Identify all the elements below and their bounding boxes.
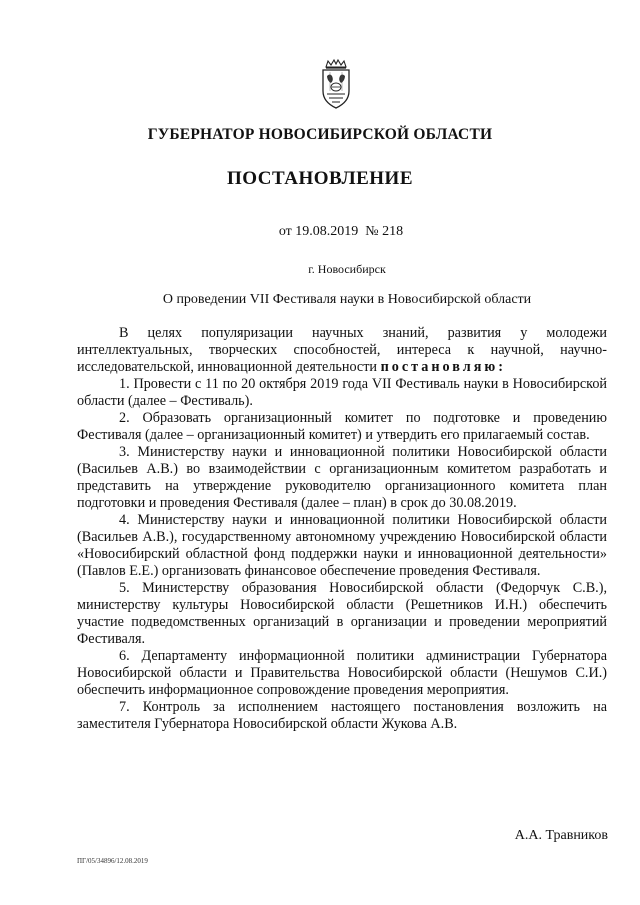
decree-item-6: 6. Департаменту информационной политики администрации Губернатора Новосибирской области и Правительства Новосибирской области (Нешумов С.И.) обеспечить информационное сопровождение проведения мероприятия. <box>77 648 607 698</box>
decree-word: постановляю: <box>380 359 506 375</box>
decree-item-5: 5. Министерству образования Новосибирской области (Федорчук С.В.), министерству культуры Новосибирской области (Решетников И.Н.) обеспечить участие подведомственных организаций в организации и проведении мероприятий Фестиваля. <box>77 580 607 647</box>
signatory-name: А.А. Травников <box>514 828 608 843</box>
document-subject: О проведении VII Фестиваля науки в Новосибирской области <box>162 292 532 307</box>
document-date-number: от 19.08.2019 № 218 <box>278 224 404 239</box>
document-body <box>77 325 607 733</box>
preamble-paragraph <box>77 325 607 376</box>
issuer-title: ГУБЕРНАТОР НОВОСИБИРСКОЙ ОБЛАСТИ <box>147 126 493 143</box>
decree-item-3: 3. Министерству науки и инновационной политики Новосибирской области (Васильев А.В.) во взаимодействии с организационным комитетом разработать и представить на утверждение руководителю организационного комитета план подготовки и проведения Фестиваля (далее – план) в срок до 30.08.2019. <box>77 444 607 511</box>
document-city: г. Новосибирск <box>308 262 386 276</box>
coat-of-arms-icon <box>318 58 354 110</box>
decree-item-2: 2. Образовать организационный комитет по подготовке и проведению Фестиваля (далее – организационный комитет) и утвердить его прилагаемый состав. <box>77 410 607 443</box>
preamble-text: В целях популяризации научных знаний, развития у молодежи интеллектуальных, творческих способностей, интереса к научной, научно-исследовательской, инновационной деятельности <box>77 325 607 375</box>
document-type-heading: ПОСТАНОВЛЕНИЕ <box>226 168 414 189</box>
decree-item-7: 7. Контроль за исполнением настоящего постановления возложить на заместителя Губернатора Новосибирской области Жукова А.В. <box>77 699 607 732</box>
decree-item-1: 1. Провести с 11 по 20 октября 2019 года VII Фестиваль науки в Новосибирской области (далее – Фестиваль). <box>77 376 607 409</box>
registration-code: ПГ/05/34896/12.08.2019 <box>77 857 148 865</box>
decree-item-4: 4. Министерству науки и инновационной политики Новосибирской области (Васильев А.В.), государственному автономному учреждению Новосибирской области «Новосибирский областной фонд поддержки науки и инновационной деятельности» (Павлов Е.Е.) организовать финансовое обеспечение проведения Фестиваля. <box>77 512 607 579</box>
